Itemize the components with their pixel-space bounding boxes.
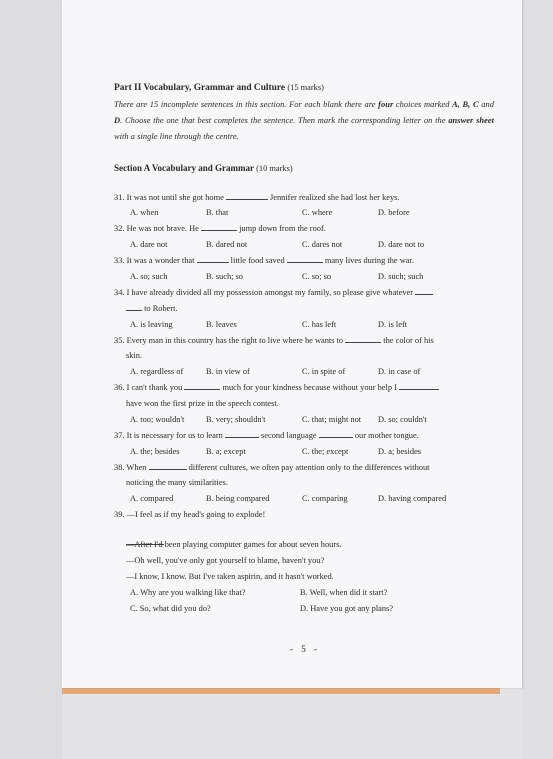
option-b: B. a; except [206,446,246,456]
option-c: C. has left [302,319,337,329]
question-stem-continued [114,301,494,317]
stem-text: 33. It was a wonder that [114,256,197,266]
question-32 [114,221,494,253]
options-row [114,269,494,285]
dialog-blank-line [114,523,494,537]
option-a: A. too; wouldn't [130,414,185,424]
dialog-line: —I know, I know. But I've taken aspirin, and it hasn't worked. [126,571,334,581]
stem-text: 37. It is necessary for us to learn [114,430,225,440]
option-c: C. the; except [302,446,349,456]
part-title-text: Part II Vocabulary, Grammar and Culture [114,83,286,93]
option-c: C. where [302,208,333,218]
instructions-text: and [478,100,494,109]
stem-text: our mother tongue. [352,430,419,440]
option-a: A. so; such [130,272,168,281]
options-row [114,491,494,507]
option-b: B. being compared [206,494,270,504]
stem-text: much for your kindness because without your help I [220,383,399,393]
option-d: D. so; couldn't [378,414,427,424]
question-35 [114,333,494,381]
stem-text: to Robert. [142,303,178,313]
answer-blank [287,254,323,263]
question-stem [114,285,494,301]
option-c: C. comparing [302,494,348,504]
question-34 [114,285,494,333]
options-row [114,205,494,221]
question-stem-continued: skin. [126,351,143,361]
answer-blank [184,381,220,390]
question-stem-continued: noticing the many similarities. [126,478,228,488]
exam-page [62,0,522,688]
question-stem [114,333,494,349]
stem-text: 36. I can't thank you [114,383,185,393]
option-d: D. in case of [378,367,421,377]
question-stem [114,221,494,237]
section-title-text: Section A Vocabulary and Grammar [114,162,254,173]
instructions-four: four [378,100,394,109]
question-37 [114,428,494,460]
page-number: - 5 - [290,644,320,654]
question-38 [114,460,494,508]
answer-blank [197,254,229,263]
answer-blank [319,429,353,438]
question-stem [114,190,494,206]
instructions-d: D [114,116,121,126]
stem-text: 34. I have already divided all my possession amongst my family, so please give whatever [114,288,416,297]
option-d: D. is left [378,319,408,329]
instructions-text: choices marked [393,100,453,109]
stem-text: different cultures, we often pay attention only to the differences without [186,462,430,472]
stem-text: second language [258,430,319,440]
option-d: D. such; such [378,272,424,281]
question-36 [114,380,494,428]
stem-text: Jennifer realized she had lost her keys. [267,192,400,202]
stem-text: 31. It was not until she got home [114,192,226,202]
question-stem-continued: have won the first prize in the speech contest. [126,398,279,408]
option-b: B. very; shouldn't [206,414,266,424]
question-stem [114,380,494,396]
question-stem [114,253,494,269]
option-c: C. that; might not [302,414,362,424]
option-a: A. Why are you walking like that? [130,587,246,597]
option-d: D. Have you got any plans? [300,603,394,613]
answer-blank [399,381,439,390]
question-31 [114,190,494,222]
option-a: A. when [130,208,159,218]
option-b: B. that [206,208,229,218]
option-c: C. in spite of [302,367,346,377]
stem-text: many lives during the war. [322,256,414,266]
options-row [114,237,494,253]
answer-blank [345,334,381,343]
option-d: D. having compared [378,494,447,504]
option-c: C. So, what did you do? [130,603,211,613]
stem-text: 38. When [114,462,149,472]
stem-text: little food saved [228,256,287,266]
option-c: C. so; so [302,272,332,281]
options-row [114,364,494,380]
options-row [114,412,494,428]
option-d: D. before [378,208,410,218]
options-row [114,601,494,617]
option-a: A. compared [130,494,174,504]
option-b: B. Well, when did it start? [300,587,388,597]
options-row [114,585,494,601]
scan-background-left [0,0,62,759]
instructions-text: with a single line through the centre. [114,132,239,142]
scan-background-right [522,0,553,759]
section-title [114,162,494,175]
instructions-text: There are 15 incomplete sentences in this section. For each blank there are [114,100,379,109]
instructions-answer-sheet: answer sheet [448,116,494,126]
answer-blank [415,286,433,295]
answer-blank [126,302,142,311]
question-stem [114,428,494,444]
part-marks: (15 marks) [287,83,324,92]
stem-text: jump down from the roof. [236,224,326,234]
option-b: B. in view of [206,367,250,377]
instructions-abc: A, B, C [452,100,479,109]
stem-text: the color of his [381,335,434,345]
dialog-line: —After I'd been playing computer games for about seven hours. [126,539,342,549]
part-instructions [114,97,494,146]
option-b: B. dared not [206,240,248,250]
option-d: D. dare not to [378,240,425,250]
instructions-text: . Choose the one that best completes the sentence. Then mark the corresponding letter on the [120,116,449,126]
question-33 [114,253,494,285]
options-row [114,317,494,333]
option-d: D. a; besides [378,446,422,456]
option-b: B. such; so [206,272,243,281]
section-marks: (10 marks) [256,163,293,173]
question-list [114,190,494,617]
stem-text: 32. He was not brave. He [114,224,201,234]
answer-blank [226,191,268,200]
page-content [114,82,494,617]
option-a: A. regardless of [130,367,184,377]
option-a: A. the; besides [130,446,180,456]
part-title [114,82,494,94]
options-row [114,444,494,460]
stem-text: 35. Every man in this country has the right to live where he wants to [114,335,346,345]
option-c: C. dares not [302,240,343,250]
answer-blank [149,461,187,470]
option-b: B. leaves [206,319,237,329]
question-39 [114,507,494,617]
question-stem [114,460,494,476]
dialog-line: —Oh well, you've only got yourself to blame, haven't you? [126,555,325,565]
option-a: A. is leaving [130,319,173,329]
option-a: A. dare not [130,240,168,250]
answer-blank [201,222,237,231]
answer-blank [225,429,259,438]
question-stem: 39. —I feel as if my head's going to explode! [114,510,266,520]
